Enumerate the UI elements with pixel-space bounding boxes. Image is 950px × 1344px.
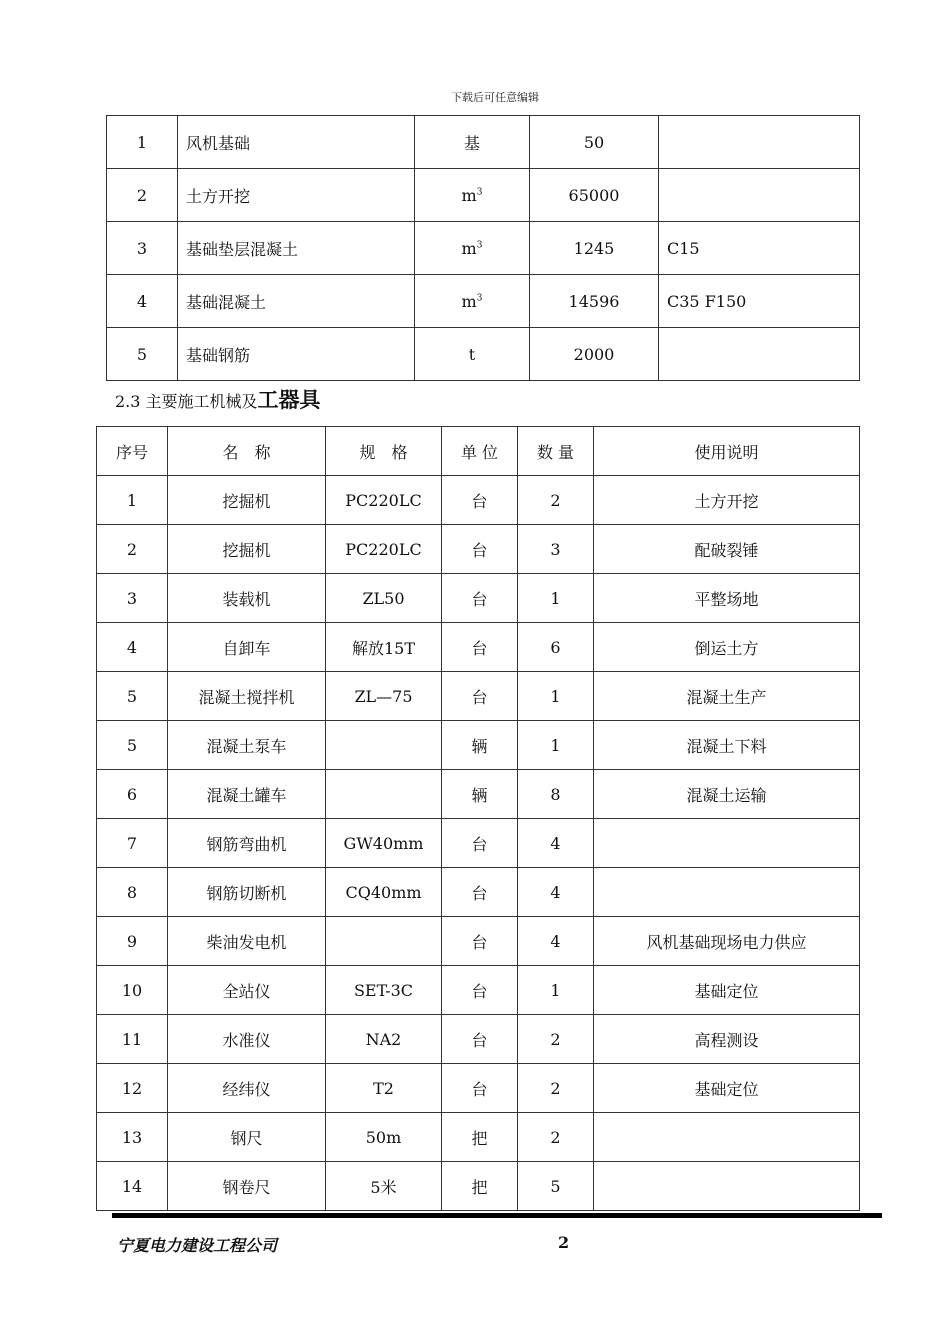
table-cell: 12	[97, 1064, 168, 1113]
section-title-prefix: 2.3 主要施工机械及	[115, 392, 258, 411]
table-cell: 9	[97, 917, 168, 966]
cell-text: 1	[136, 132, 148, 152]
table-cell: T2	[326, 1064, 442, 1113]
cell-text: 5	[136, 344, 148, 364]
table-row	[107, 275, 860, 328]
table-cell	[107, 222, 178, 275]
table-cell: 2	[518, 1113, 594, 1162]
table-cell	[659, 116, 860, 169]
table-cell: 全站仪	[168, 966, 326, 1015]
table-cell: 辆	[442, 721, 518, 770]
table-cell	[415, 328, 530, 381]
table-cell	[107, 169, 178, 222]
table-cell	[415, 116, 530, 169]
table-cell: 14	[97, 1162, 168, 1211]
table-row	[107, 222, 860, 275]
table-cell: 水准仪	[168, 1015, 326, 1064]
cell-text: 基	[463, 133, 480, 153]
table-row	[97, 1113, 860, 1162]
table-cell: NA2	[326, 1015, 442, 1064]
table-cell: 11	[97, 1015, 168, 1064]
header-cell: 名 称	[168, 427, 326, 476]
table-cell	[530, 169, 659, 222]
table-row	[97, 721, 860, 770]
table-row	[97, 574, 860, 623]
table-cell	[415, 169, 530, 222]
table-cell: 台	[442, 1064, 518, 1113]
unit-superscript: 3	[476, 293, 483, 304]
table-cell: 5	[518, 1162, 594, 1211]
table-cell	[530, 116, 659, 169]
cell-text: 基础混凝土	[186, 292, 267, 312]
table-cell: 1	[518, 721, 594, 770]
cell-text: m	[461, 291, 477, 311]
cell-text: m	[461, 185, 477, 205]
table-cell: 8	[97, 868, 168, 917]
table-cell: 把	[442, 1113, 518, 1162]
table-cell: 倒运土方	[594, 623, 860, 672]
table-cell	[594, 1113, 860, 1162]
table-cell: 平整场地	[594, 574, 860, 623]
table-cell: 5	[97, 721, 168, 770]
table-cell	[530, 222, 659, 275]
table-cell: 台	[442, 672, 518, 721]
table-cell: 7	[97, 819, 168, 868]
table-cell	[415, 275, 530, 328]
table-cell: 台	[442, 917, 518, 966]
header-row	[97, 427, 860, 476]
table-cell: 5	[97, 672, 168, 721]
table-cell: 装载机	[168, 574, 326, 623]
table-cell: GW40mm	[326, 819, 442, 868]
table-cell: 解放15T	[326, 623, 442, 672]
table-row	[97, 1064, 860, 1113]
table-cell: 把	[442, 1162, 518, 1211]
table-row	[97, 1015, 860, 1064]
table-row	[97, 770, 860, 819]
table-cell: 台	[442, 1015, 518, 1064]
footer-rule	[112, 1213, 882, 1218]
table-cell: 4	[518, 819, 594, 868]
table-cell	[178, 275, 415, 328]
table-cell: CQ40mm	[326, 868, 442, 917]
table-cell: 混凝土下料	[594, 721, 860, 770]
header-cell: 单 位	[442, 427, 518, 476]
table-cell: 混凝土搅拌机	[168, 672, 326, 721]
table-cell	[530, 275, 659, 328]
page-number: 2	[558, 1233, 570, 1252]
table-cell: 13	[97, 1113, 168, 1162]
table-cell	[326, 917, 442, 966]
table-cell: 基础定位	[594, 966, 860, 1015]
cell-text: 65000	[568, 185, 620, 205]
table-cell: 台	[442, 623, 518, 672]
cell-text: 风机基础	[186, 133, 251, 153]
table-cell: SET-3C	[326, 966, 442, 1015]
table-row	[97, 819, 860, 868]
table-cell: 混凝土泵车	[168, 721, 326, 770]
table-cell	[659, 169, 860, 222]
table-cell	[326, 721, 442, 770]
table-cell: 挖掘机	[168, 525, 326, 574]
table-cell: 10	[97, 966, 168, 1015]
table-cell: 钢卷尺	[168, 1162, 326, 1211]
table-cell: 5米	[326, 1162, 442, 1211]
table-row	[97, 1162, 860, 1211]
table-cell: 混凝土运输	[594, 770, 860, 819]
cell-text: 2000	[573, 344, 615, 364]
table-cell: 台	[442, 574, 518, 623]
table-cell	[594, 819, 860, 868]
table-cell: 2	[518, 1015, 594, 1064]
header-cell: 使用说明	[594, 427, 860, 476]
table-row	[97, 966, 860, 1015]
table-cell	[659, 222, 860, 275]
cell-text: 基础垫层混凝土	[186, 239, 299, 259]
table-cell: 1	[518, 672, 594, 721]
table-cell: 台	[442, 868, 518, 917]
table-cell: 6	[97, 770, 168, 819]
table-cell: PC220LC	[326, 525, 442, 574]
cell-text: C15	[667, 238, 700, 258]
cell-text: 4	[136, 291, 148, 311]
cell-text: 50	[583, 132, 605, 152]
cell-text: 14596	[568, 291, 620, 311]
cell-text: 2	[136, 185, 148, 205]
table-cell: 台	[442, 525, 518, 574]
cell-text: 1245	[573, 238, 615, 258]
cell-text: t	[468, 344, 476, 364]
section-title	[115, 384, 321, 414]
cell-text: 基础钢筋	[186, 345, 251, 365]
table-cell: 50m	[326, 1113, 442, 1162]
table-cell	[178, 222, 415, 275]
table-cell: 混凝土生产	[594, 672, 860, 721]
table-cell	[415, 222, 530, 275]
table-cell: 台	[442, 966, 518, 1015]
table-cell: 3	[518, 525, 594, 574]
table-row	[97, 672, 860, 721]
table-cell: 3	[97, 574, 168, 623]
table-cell: 钢尺	[168, 1113, 326, 1162]
header-note: 下载后可任意编辑	[451, 91, 539, 104]
table-cell	[178, 116, 415, 169]
table-cell: 钢筋切断机	[168, 868, 326, 917]
table-row	[97, 868, 860, 917]
cell-text: 3	[136, 238, 148, 258]
table-cell: 配破裂锤	[594, 525, 860, 574]
table-cell	[594, 1162, 860, 1211]
table-cell: 经纬仪	[168, 1064, 326, 1113]
table-cell	[594, 868, 860, 917]
header-cell: 数 量	[518, 427, 594, 476]
table-cell: PC220LC	[326, 476, 442, 525]
table-cell: ZL—75	[326, 672, 442, 721]
table-cell	[107, 116, 178, 169]
table-row	[97, 525, 860, 574]
table-cell: 基础定位	[594, 1064, 860, 1113]
table-cell: 土方开挖	[594, 476, 860, 525]
table-cell: 台	[442, 476, 518, 525]
table-cell: 辆	[442, 770, 518, 819]
quantities-table	[106, 115, 860, 381]
table-cell: 挖掘机	[168, 476, 326, 525]
table-cell: 2	[97, 525, 168, 574]
table-cell: 柴油发电机	[168, 917, 326, 966]
table-cell: 2	[518, 476, 594, 525]
table-cell	[107, 275, 178, 328]
table-cell	[659, 328, 860, 381]
table-cell: 6	[518, 623, 594, 672]
table-row	[107, 116, 860, 169]
table-cell: 2	[518, 1064, 594, 1113]
table-row	[97, 917, 860, 966]
header-cell: 序号	[97, 427, 168, 476]
table-cell: 高程测设	[594, 1015, 860, 1064]
table-cell: 台	[442, 819, 518, 868]
cell-text: m	[461, 238, 477, 258]
table-cell: 自卸车	[168, 623, 326, 672]
unit-superscript: 3	[476, 240, 483, 251]
cell-text: C35 F150	[667, 291, 747, 311]
table-row	[97, 623, 860, 672]
table-cell	[178, 328, 415, 381]
table-cell	[326, 770, 442, 819]
table-cell: 1	[518, 574, 594, 623]
table-cell: 钢筋弯曲机	[168, 819, 326, 868]
equipment-table	[96, 426, 860, 1211]
table-cell: 混凝土罐车	[168, 770, 326, 819]
table-cell: ZL50	[326, 574, 442, 623]
table-cell	[107, 328, 178, 381]
table-row	[107, 169, 860, 222]
table-cell	[530, 328, 659, 381]
unit-superscript: 3	[476, 187, 483, 198]
cell-text: 土方开挖	[186, 186, 251, 206]
table-cell: 1	[518, 966, 594, 1015]
table-cell: 4	[518, 868, 594, 917]
table-row	[97, 476, 860, 525]
table-cell	[659, 275, 860, 328]
table-cell: 风机基础现场电力供应	[594, 917, 860, 966]
table-cell: 8	[518, 770, 594, 819]
footer-company: 宁夏电力建设工程公司	[117, 1236, 278, 1255]
table-cell: 4	[97, 623, 168, 672]
section-title-bold: 工器具	[257, 387, 321, 412]
table-cell	[178, 169, 415, 222]
table-row	[107, 328, 860, 381]
table-cell: 1	[97, 476, 168, 525]
header-cell: 规 格	[326, 427, 442, 476]
table-cell: 4	[518, 917, 594, 966]
